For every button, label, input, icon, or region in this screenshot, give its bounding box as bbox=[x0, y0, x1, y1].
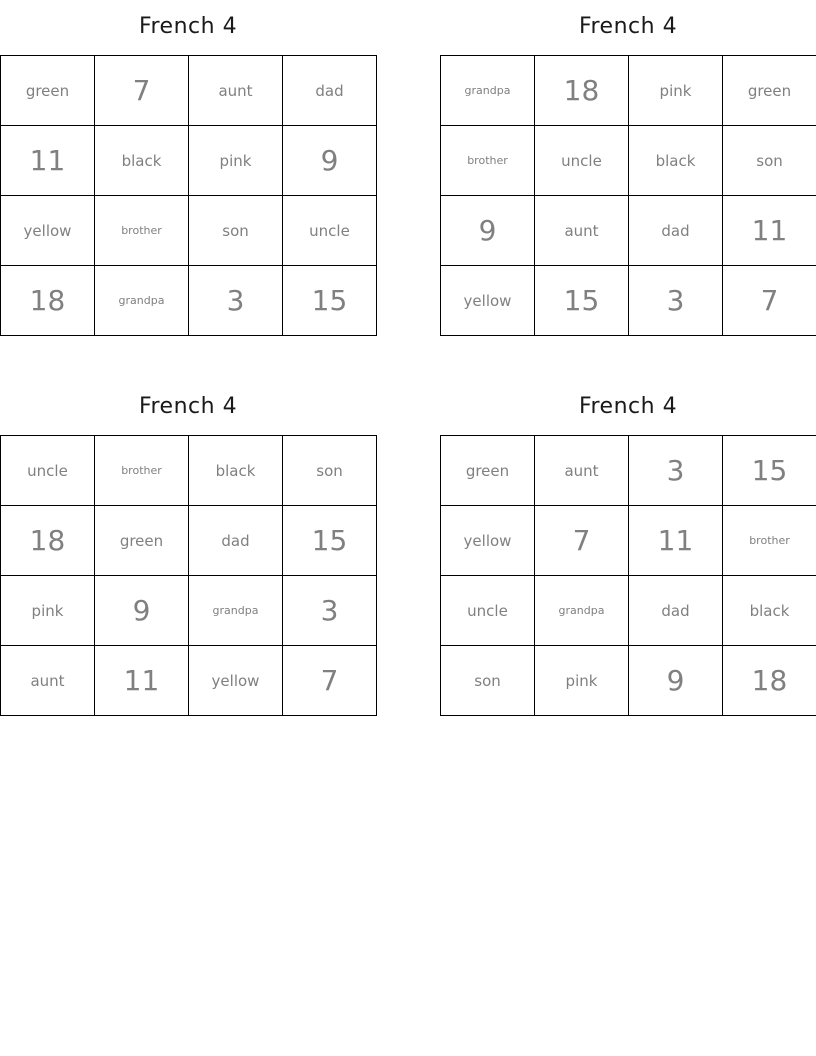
bingo-cell: uncle bbox=[1, 436, 95, 506]
bingo-cell: brother bbox=[723, 506, 816, 576]
bingo-cell: 7 bbox=[723, 266, 816, 336]
bingo-cell: yellow bbox=[441, 266, 535, 336]
bingo-cell: 7 bbox=[535, 506, 629, 576]
bingo-cell: 11 bbox=[723, 196, 816, 266]
bingo-cell: aunt bbox=[189, 56, 283, 126]
bingo-cell: son bbox=[441, 646, 535, 716]
bingo-cell: pink bbox=[189, 126, 283, 196]
bingo-cell: dad bbox=[629, 196, 723, 266]
bingo-cell: 3 bbox=[629, 266, 723, 336]
bingo-grid bbox=[440, 55, 816, 336]
grid-row bbox=[1, 646, 377, 716]
bingo-cell: green bbox=[95, 506, 189, 576]
bingo-cell: black bbox=[189, 436, 283, 506]
grid-row bbox=[441, 576, 816, 646]
bingo-cell: uncle bbox=[441, 576, 535, 646]
bingo-cell: brother bbox=[441, 126, 535, 196]
bingo-cell: 15 bbox=[723, 436, 816, 506]
grid-row bbox=[1, 436, 377, 506]
bingo-cell: yellow bbox=[189, 646, 283, 716]
grid-row bbox=[441, 646, 816, 716]
card-title: French 4 bbox=[138, 394, 238, 419]
bingo-grid bbox=[440, 435, 816, 716]
grid-row bbox=[441, 436, 816, 506]
grid-row bbox=[1, 196, 377, 266]
bingo-cell: 11 bbox=[95, 646, 189, 716]
bingo-cell: 9 bbox=[629, 646, 723, 716]
grid-row bbox=[441, 56, 816, 126]
card-title: French 4 bbox=[578, 394, 678, 419]
bingo-cell: pink bbox=[1, 576, 95, 646]
bingo-cell: pink bbox=[535, 646, 629, 716]
bingo-cell: 18 bbox=[1, 266, 95, 336]
bingo-cell: son bbox=[283, 436, 377, 506]
grid-row bbox=[441, 196, 816, 266]
bingo-cell: 7 bbox=[283, 646, 377, 716]
bingo-card-1 bbox=[0, 12, 376, 336]
bingo-cell: grandpa bbox=[441, 56, 535, 126]
bingo-cell: 18 bbox=[535, 56, 629, 126]
bingo-cell: grandpa bbox=[535, 576, 629, 646]
bingo-cell: brother bbox=[95, 436, 189, 506]
bingo-cell: 9 bbox=[95, 576, 189, 646]
bingo-cell: grandpa bbox=[95, 266, 189, 336]
bingo-cell: 3 bbox=[629, 436, 723, 506]
bingo-card-2 bbox=[440, 12, 816, 336]
bingo-cell: pink bbox=[629, 56, 723, 126]
grid-row bbox=[441, 266, 816, 336]
bingo-cell: 3 bbox=[283, 576, 377, 646]
bingo-cell: dad bbox=[189, 506, 283, 576]
bingo-cell: son bbox=[189, 196, 283, 266]
bingo-cell: son bbox=[723, 126, 816, 196]
bingo-cell: dad bbox=[283, 56, 377, 126]
bingo-cell: 7 bbox=[95, 56, 189, 126]
bingo-cell: 15 bbox=[283, 266, 377, 336]
bingo-grid bbox=[0, 55, 377, 336]
grid-row bbox=[1, 126, 377, 196]
card-title: French 4 bbox=[578, 14, 678, 39]
bingo-cell: green bbox=[441, 436, 535, 506]
bingo-cell: uncle bbox=[535, 126, 629, 196]
bingo-cell: brother bbox=[95, 196, 189, 266]
grid-row bbox=[1, 576, 377, 646]
bingo-grid bbox=[0, 435, 377, 716]
bingo-cell: 11 bbox=[1, 126, 95, 196]
bingo-cell: green bbox=[723, 56, 816, 126]
bingo-cell: 18 bbox=[1, 506, 95, 576]
bingo-card-3 bbox=[0, 392, 376, 716]
bingo-cell: yellow bbox=[441, 506, 535, 576]
grid-row bbox=[1, 506, 377, 576]
bingo-card-4 bbox=[440, 392, 816, 716]
bingo-cell: aunt bbox=[1, 646, 95, 716]
grid-row bbox=[441, 126, 816, 196]
grid-row bbox=[1, 56, 377, 126]
bingo-cell: 3 bbox=[189, 266, 283, 336]
bingo-cell: uncle bbox=[283, 196, 377, 266]
card-title: French 4 bbox=[138, 14, 238, 39]
bingo-cell: 11 bbox=[629, 506, 723, 576]
bingo-cell: 15 bbox=[535, 266, 629, 336]
bingo-cell: dad bbox=[629, 576, 723, 646]
grid-row bbox=[441, 506, 816, 576]
bingo-cell: 18 bbox=[723, 646, 816, 716]
bingo-cell: green bbox=[1, 56, 95, 126]
bingo-cell: 9 bbox=[441, 196, 535, 266]
bingo-cell: aunt bbox=[535, 436, 629, 506]
bingo-cell: yellow bbox=[1, 196, 95, 266]
bingo-cell: 15 bbox=[283, 506, 377, 576]
bingo-cell: aunt bbox=[535, 196, 629, 266]
bingo-cell: black bbox=[95, 126, 189, 196]
bingo-cell: 9 bbox=[283, 126, 377, 196]
grid-row bbox=[1, 266, 377, 336]
bingo-cell: grandpa bbox=[189, 576, 283, 646]
bingo-cell: black bbox=[723, 576, 816, 646]
bingo-cell: black bbox=[629, 126, 723, 196]
